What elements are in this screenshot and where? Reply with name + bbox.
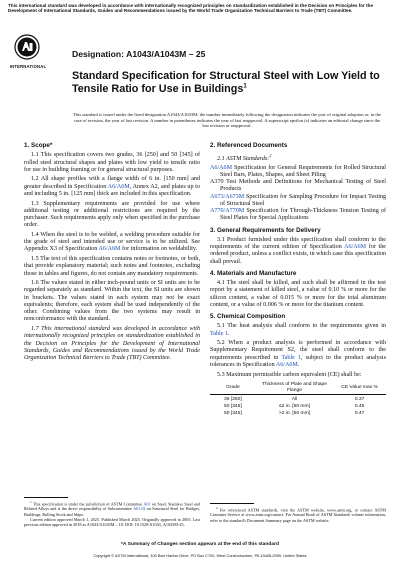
link-committee-a01[interactable]: A01 <box>143 501 151 507</box>
table-header: CE Value max % <box>333 381 386 395</box>
paragraph-1-6: 1.6 The values stated in either inch-pound units or SI units are to be regarded separately as standard. Within the text, the SI units are shown in brackets. The values stated in each system may not be exact equivalents; therefore, each system shall be used independently of the other. Combining values from the two systems may result in nonconformance with the standard. <box>24 280 200 323</box>
astm-logo-icon <box>14 34 40 62</box>
left-column <box>24 142 200 365</box>
footnote-rule <box>210 503 254 504</box>
footnote-1-edition: Current edition approved March 1, 2025. Published March 2025. Originally approved in 2005. Last previous edition approved in 2018 as A1043/A1043M – 18. DOI: 10.1520/A1043_A1043M-25. <box>24 517 200 528</box>
table-row: 50 [345] >2 in. [50 mm] 0.47 <box>224 410 365 416</box>
link-a6[interactable]: A6/A6M <box>344 244 367 251</box>
paragraph-1-5: 1.5 The text of this specification contains notes or footnotes, or both, that provide explanatory material; such notes and footnotes, excluding those in tables and figures, do not contain any mandatory requirements. <box>24 256 200 277</box>
paragraph-5-2: 5.2 When a product analysis is performed in accordance with Supplementary Requirement S2, the steel shall conform to the requirements prescribed in Table 1, subject to the product analysis tolerances in Specification A6/A6M. <box>210 340 386 368</box>
designation: Designation: A1043/A1043M – 25 <box>72 49 206 59</box>
link-table-1[interactable]: Table 1 <box>210 330 229 337</box>
section-heading-general: 3. General Requirements for Delivery <box>210 226 321 234</box>
footnote-1: $^1$ This specification is under the jurisdiction of ASTM Committee A01 on Steel, Stainless Steel and Related Alloys and is the direct responsibility of Subcommittee A01.02 on Structural Steel for Bridges, Buildings, Rolling Stock and Ships. Current edition approved March 1, 2025. Published March 2025. Originally approved in 2005. Last previous edition approved in 2018 as A1043/A1043M – 18. DOI: 10.1520/A1043_A1043M-25. <box>24 500 200 528</box>
issuance-statement: This standard is issued under the fixed designation A1043/A1043M; the number immediately following the designation indicates the year of original adoption or, in the case of revision, the year of last revision. A number in parentheses indicates the year of last reapproval. A superscript epsilon (ε) indicates an editorial change since the last revision or reapproval. <box>72 112 382 129</box>
summary-of-changes-note: *A Summary of Changes section appears at the end of this standard <box>121 542 279 547</box>
copyright-line: Copyright © ASTM International, 100 Barr Harbor Drive, PO Box C700, West Conshohocken, PA 19428-2959. United States <box>93 553 307 558</box>
link-a6[interactable]: A6/A6M <box>98 246 121 253</box>
table-row: 50 [345] ≤2 in. [50 mm] 0.45 <box>224 404 365 410</box>
logo-label: INTERNATIONAL <box>9 64 47 69</box>
link-subcommittee-a01-02[interactable]: A01.02 <box>133 506 146 512</box>
document-title <box>72 70 382 96</box>
table-header-row <box>210 381 386 395</box>
header-notice: This international standard was developed in accordance with internationally recognized principles on standardization established in the Decision on Principles for the Development of International Standards, Guides and Recommendations issued by the World Trade Organization Technical Barriers to Trade (TBT) Committee. <box>8 3 374 14</box>
paragraph-3-1: 3.1 Product furnished under this specification shall conform to the requirements of the current edition of Specification A6/A6M for the ordered product, unless a conflict exists, in which case this specification shall prevail. <box>210 236 386 265</box>
section-heading-references: 2. Referenced Documents <box>210 142 288 149</box>
footnote-rule <box>24 497 68 498</box>
paragraph-1-3: 1.3 Supplementary requirements are provided for use where additional testing or additional restrictions are required by the purchaser. Such requirements apply only when specified in the purchase order. <box>24 200 200 229</box>
carbon-equivalent-table <box>210 381 386 417</box>
title-text: Standard Specification for Structural Steel with Low Yield to Tensile Ratio for Use in Buildings <box>72 70 380 95</box>
paragraph-1-2: 1.2 All shape profiles with a flange width of 6 in. [150 mm] and greater described in Specification A6/A6M, Annex A2, and plates up to and including 5 in. [125 mm] thick are included in this specification. <box>24 176 200 197</box>
reference-item[interactable]: A770/A770M Specification for Through-Thickness Tension Testing of Steel Plates for Special Applications <box>210 208 386 222</box>
reference-item[interactable]: A6/A6M Specification for General Requirements for Rolled Structural Steel Bars, Plates, Shapes, and Sheet Piling <box>210 164 386 178</box>
section-heading-materials: 4. Materials and Manufacture <box>210 269 297 277</box>
reference-item[interactable]: A673/A673M Specification for Sampling Procedure for Impact Testing of Structural Steel <box>210 193 386 207</box>
paragraph-1-4: 1.4 When the steel is to be welded, a welding procedure suitable for the grade of steel and intended use or service is to be utilized. See Appendix X3 of Specification A6/A6M for information on weldability. <box>24 231 200 253</box>
paragraph-1-7: 1.7 This international standard was developed in accordance with internationally recognized principles on standardization established in the Decision on Principles for the Development of International Standards, Guides and Recommendations issued by the World Trade Organization Technical Barriers to Trade (TBT) Committee. <box>24 326 200 362</box>
paragraph-5-1: 5.1 The heat analysis shall conform to the requirements given in Table 1. <box>210 323 386 337</box>
table-header: Thickness of Plate and Shape Flange <box>256 381 333 395</box>
title-footnote-marker: 1 <box>243 83 247 90</box>
link-a6[interactable]: A6/A6M <box>275 361 298 368</box>
section-heading-scope: 1. Scope* <box>24 142 53 149</box>
paragraph-1-1: 1.1 This specification covers two grades, 36 [250] and 50 [345] of rolled steel structural shapes and plates with low yield to tensile ratio for use in building framing or for general structural purposes. <box>24 152 200 173</box>
table-header: Grade <box>210 381 256 395</box>
footnote-2: $^2$ For referenced ASTM standards, visit the ASTM website, www.astm.org, or contact ASTM Customer Service at www.astm.org/contact. For Annual Book of ASTM Standards volume information, refer to the standard's Document Summary page on the ASTM website. <box>210 506 387 523</box>
section-heading-chemical: 5. Chemical Composition <box>210 313 286 321</box>
reference-item[interactable]: A370 Test Methods and Definitions for Mechanical Testing of Steel Products <box>210 179 386 193</box>
paragraph-4-1: 4.1 The steel shall be killed, and such shall be affirmed in the test report by a statement of killed steel, a value of 0.10 % or more for the silicon content, a value of 0.015 % or more for the total aluminum content, or a value of 0.006 % or more for the titanium content. <box>210 280 386 308</box>
link-table-1[interactable]: Table 1 <box>281 354 301 361</box>
astm-standards-subhead: 2.1 ASTM Standards:$^2$ <box>217 153 272 163</box>
link-a6[interactable]: A6/A6M <box>107 183 130 190</box>
table-row: 36 [250] All 0.37 <box>224 397 365 403</box>
right-column <box>210 142 386 417</box>
paragraph-5-3: 5.3 Maximum permissible carbon equivalent (CE) shall be: <box>217 371 362 378</box>
